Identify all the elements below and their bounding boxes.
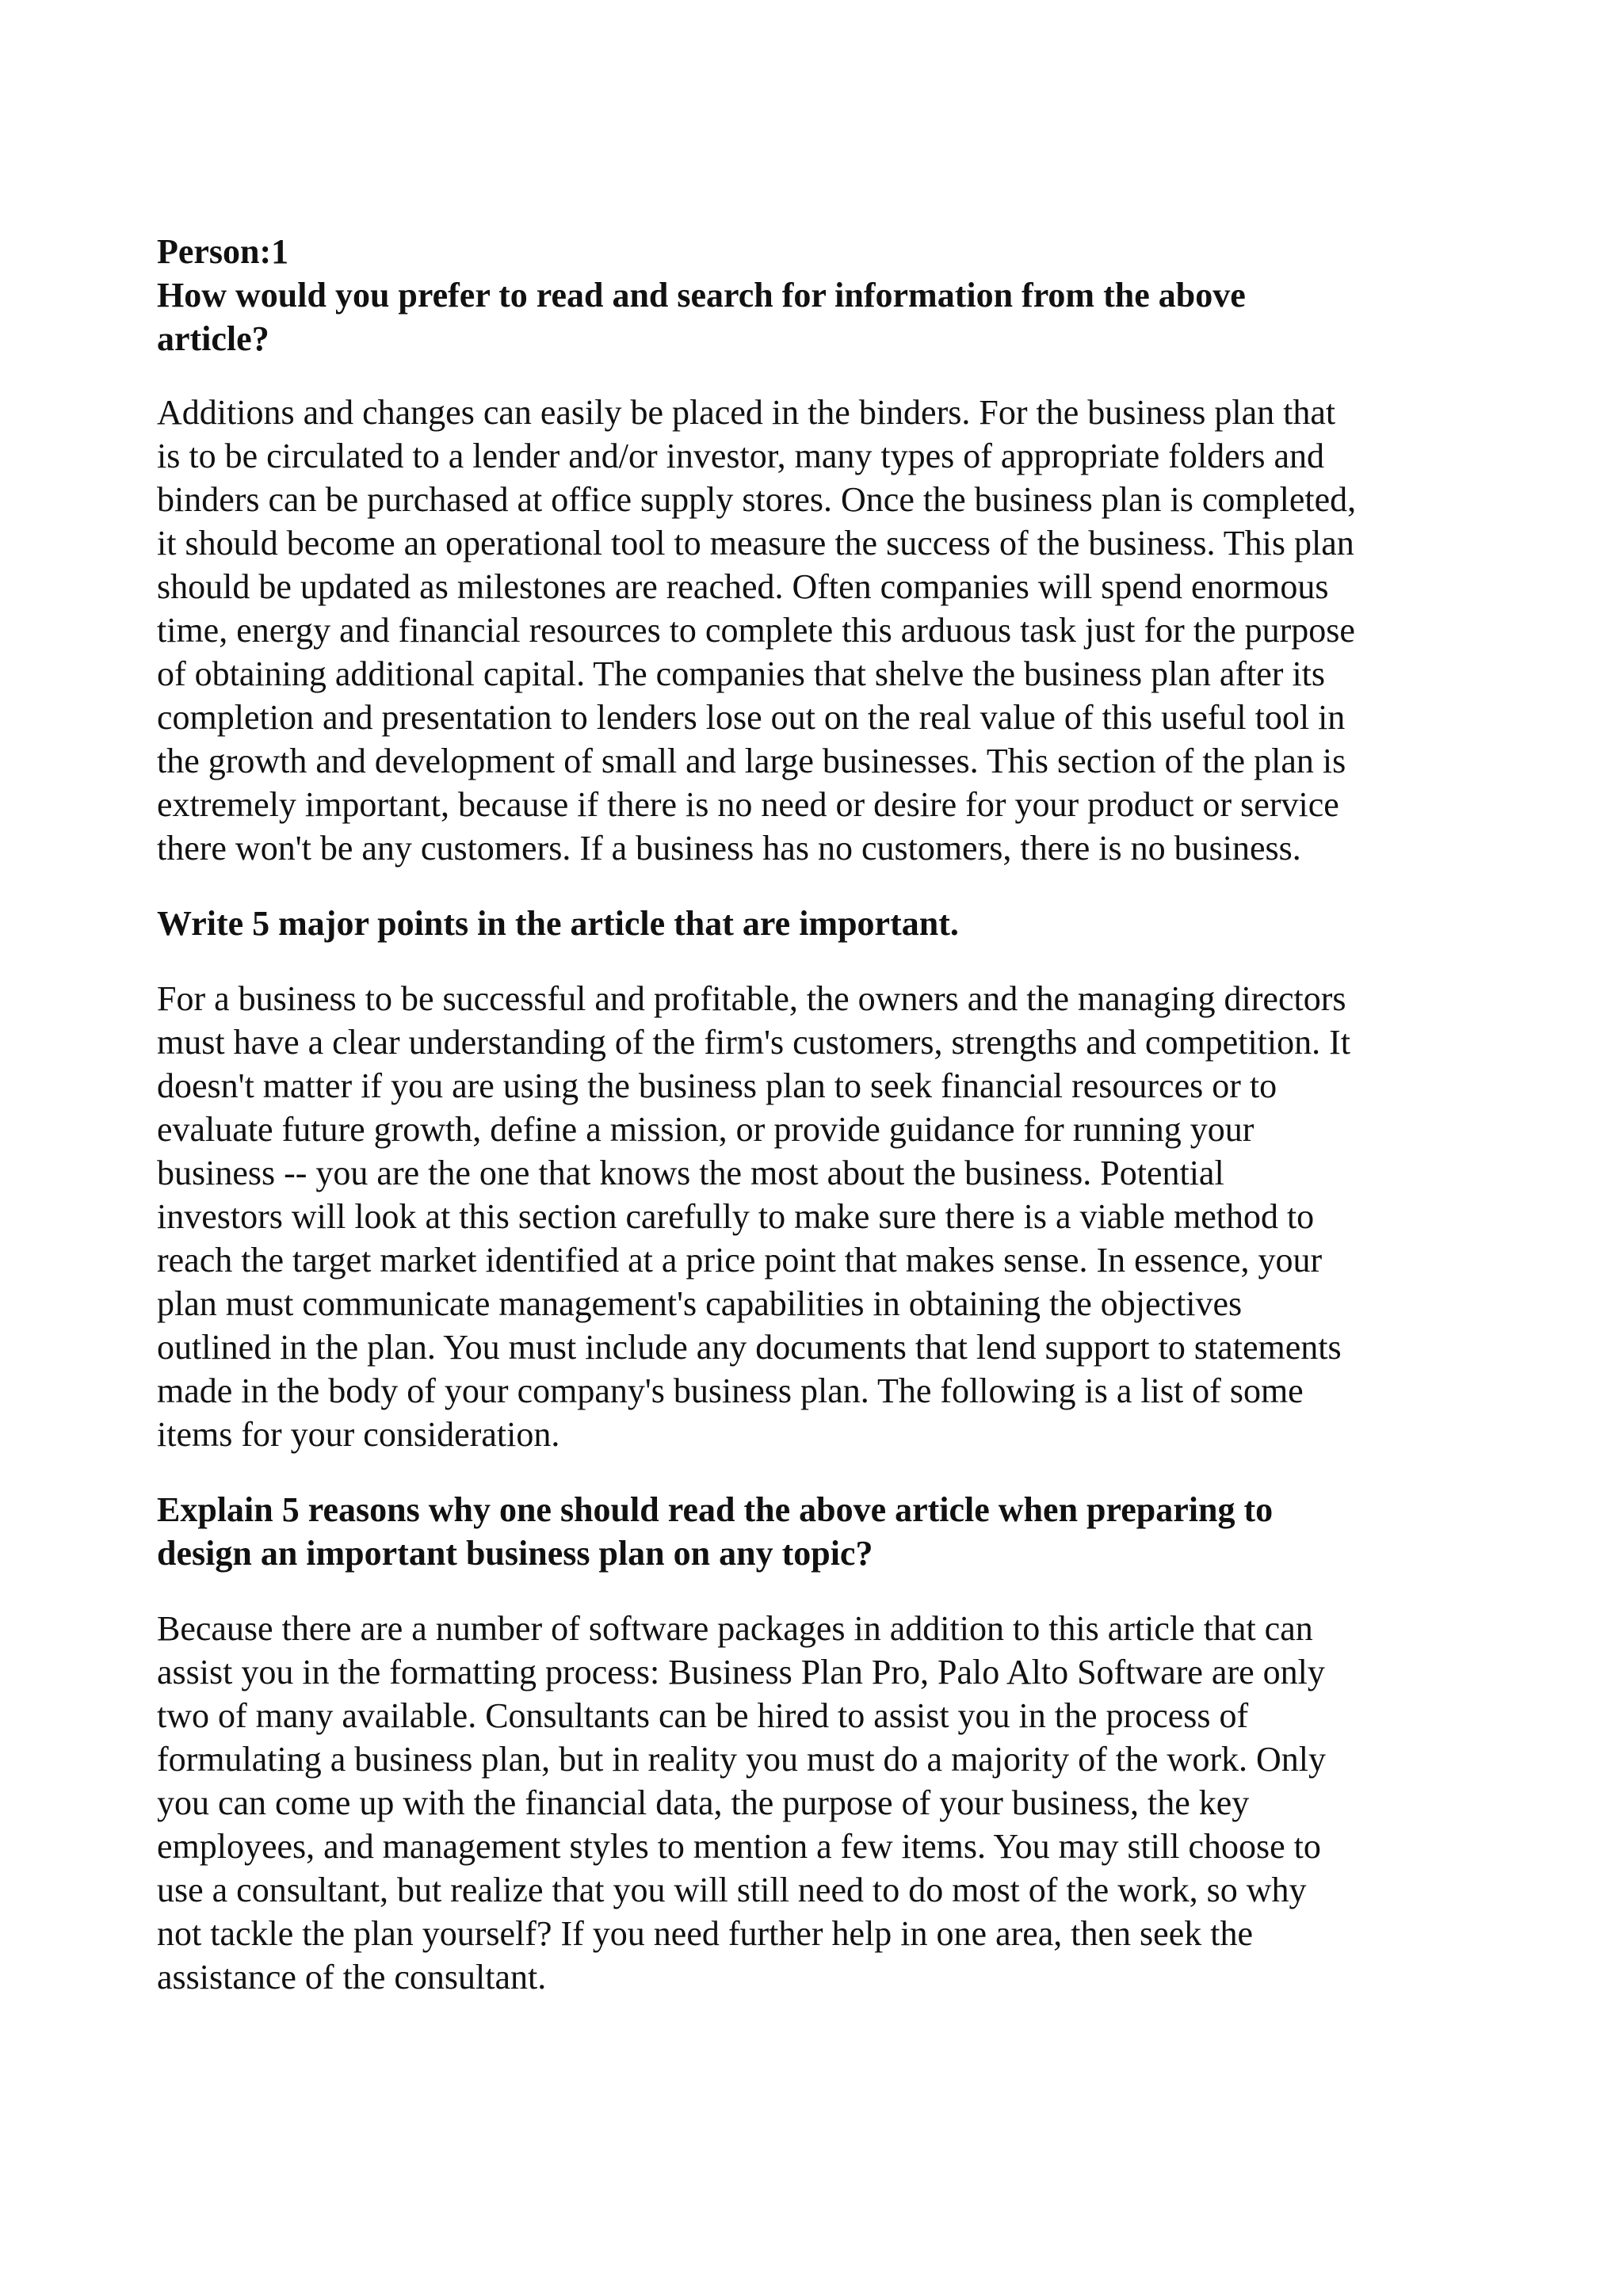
answer-1-line-6: time, energy and financial resources to complete this arduous task just for the purpose	[157, 611, 1355, 650]
answer-2-line-5: business -- you are the one that knows the most about the business. Potential	[157, 1154, 1224, 1192]
answer-3-line-7: use a consultant, but realize that you will still need to do most of the work, so why	[157, 1871, 1307, 1909]
answer-1-line-8: completion and presentation to lenders lose out on the real value of this useful tool in	[157, 698, 1346, 737]
answer-3-line-4: formulating a business plan, but in reality you must do a majority of the work. Only	[157, 1740, 1326, 1779]
answer-2-line-8: plan must communicate management's capabilities in obtaining the objectives	[157, 1284, 1243, 1323]
answer-3-line-5: you can come up with the financial data, the purpose of your business, the key	[157, 1783, 1250, 1822]
question-3-line-2: design an important business plan on any topic?	[157, 1534, 873, 1573]
answer-1-line-5: should be updated as milestones are reached. Often companies will spend enormous	[157, 567, 1329, 606]
answer-2-line-9: outlined in the plan. You must include any documents that lend support to statements	[157, 1328, 1342, 1367]
answer-1-line-3: binders can be purchased at office supply stores. Once the business plan is completed,	[157, 480, 1357, 519]
answer-1-line-1: Additions and changes can easily be placed in the binders. For the business plan that	[157, 393, 1336, 432]
answer-1-line-9: the growth and development of small and large businesses. This section of the plan is	[157, 742, 1346, 780]
answer-2-line-10: made in the body of your company's business plan. The following is a list of some	[157, 1371, 1304, 1410]
document-page	[157, 230, 1488, 1999]
section-2	[157, 902, 1488, 1456]
question-2-line-1: Write 5 major points in the article that are important.	[157, 904, 959, 943]
answer-3-line-6: employees, and management styles to mention a few items. You may still choose to	[157, 1827, 1321, 1866]
section-1	[157, 230, 1488, 870]
question-3-line-1: Explain 5 reasons why one should read the above article when preparing to	[157, 1490, 1274, 1529]
question-1-line-1: How would you prefer to read and search for information from the above	[157, 276, 1246, 315]
answer-1-line-11: there won't be any customers. If a business has no customers, there is no business.	[157, 829, 1301, 868]
question-1-line-2: article?	[157, 319, 269, 358]
person-label: Person:1	[157, 232, 289, 271]
answer-3-line-1: Because there are a number of software packages in addition to this article that can	[157, 1609, 1313, 1648]
answer-2-line-1: For a business to be successful and profitable, the owners and the managing directors	[157, 979, 1346, 1018]
answer-1-line-10: extremely important, because if there is no need or desire for your product or service	[157, 785, 1339, 824]
answer-2-line-3: doesn't matter if you are using the business plan to seek financial resources or to	[157, 1066, 1277, 1105]
section-3	[157, 1488, 1488, 1999]
answer-3-line-8: not tackle the plan yourself? If you need further help in one area, then seek the	[157, 1914, 1253, 1953]
answer-3-line-9: assistance of the consultant.	[157, 1958, 547, 1997]
answer-2-line-11: items for your consideration.	[157, 1415, 560, 1454]
answer-2-line-4: evaluate future growth, define a mission, or provide guidance for running your	[157, 1110, 1254, 1149]
answer-1-line-4: it should become an operational tool to measure the success of the business. This plan	[157, 524, 1354, 563]
answer-3-line-3: two of many available. Consultants can be hired to assist you in the process of	[157, 1696, 1249, 1735]
answer-2-line-6: investors will look at this section carefully to make sure there is a viable method to	[157, 1197, 1315, 1236]
answer-3-line-2: assist you in the formatting process: Business Plan Pro, Palo Alto Software are only	[157, 1653, 1325, 1691]
answer-1-line-7: of obtaining additional capital. The companies that shelve the business plan after its	[157, 654, 1326, 693]
answer-2-line-7: reach the target market identified at a price point that makes sense. In essence, your	[157, 1241, 1323, 1280]
answer-1-line-2: is to be circulated to a lender and/or investor, many types of appropriate folders and	[157, 437, 1324, 475]
answer-2-line-2: must have a clear understanding of the firm's customers, strengths and competition. It	[157, 1023, 1350, 1062]
